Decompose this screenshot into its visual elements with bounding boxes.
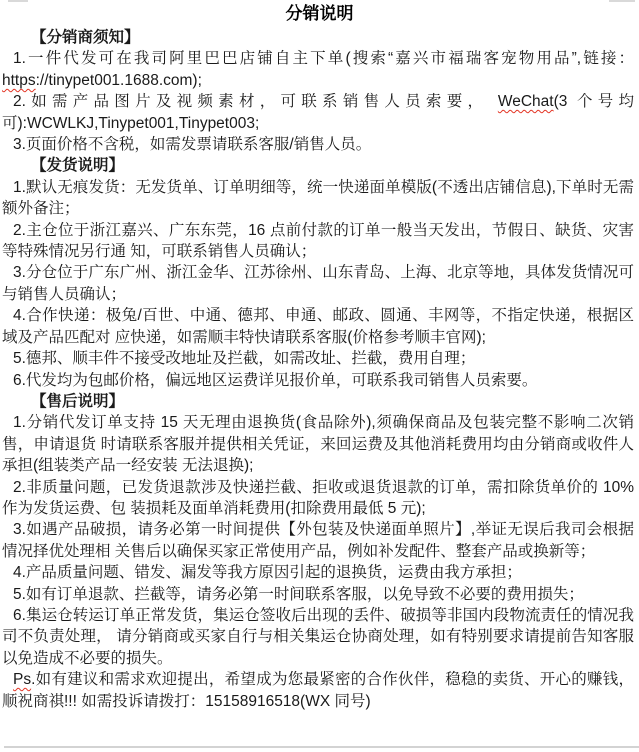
- paragraph: [2, 412, 634, 476]
- paragraph: [2, 305, 634, 348]
- paragraph: [2, 262, 634, 305]
- document-title: 分销说明: [285, 4, 354, 23]
- paragraph: [2, 91, 634, 134]
- text-segment: 2.如需产品图片及视频素材，可联系销售人员索要，: [13, 93, 498, 111]
- document-body: [0, 27, 639, 712]
- paragraph: [2, 477, 634, 520]
- text-segment: 6.代发均为包邮价格，偏远地区运费详见报价单，可联系我司销售人员索要。: [13, 371, 538, 389]
- text-segment: 5.如有订单退款、拦截等，请务必第一时间联系客服，以免导致不必要的费用损失；: [13, 585, 584, 603]
- footer-note-paragraph: [2, 669, 634, 712]
- text-segment: 3.分仓位于广东广州、浙江金华、江苏徐州、山东青岛、上海、北京等地，具体发货情况可与销售人员确认；: [2, 264, 634, 303]
- paragraph: [2, 562, 634, 583]
- text-segment: 4.合作快递：极兔/百世、中通、德邦、申通、邮政、圆通、丰网等，不指定快递，根据区域及产品匹配对 应快递，如需顺丰特快请联系客服(价格参考顺丰官网);: [2, 307, 634, 346]
- text-segment: 2.主仓位于浙江嘉兴、广东东莞，16 点前付款的订单一般当天发出，节假日、缺货、灾害等特殊情况另行通 知，可联系销售人员确认；: [2, 221, 634, 261]
- paragraph: [2, 48, 634, 91]
- section-heading: 【发货说明】: [31, 157, 125, 175]
- text-segment: 3.页面价格不含税，如需发票请联系客服/销售人员。: [13, 136, 372, 154]
- paragraph: [2, 370, 634, 391]
- section-heading: 【售后说明】: [31, 392, 125, 410]
- paragraph: [2, 177, 634, 220]
- paragraph: [2, 134, 634, 155]
- text-segment: 1.一件代发可在我司阿里巴巴店铺自主下单(搜索“嘉兴市福瑞客宠物用品”,链接：: [13, 50, 634, 68]
- section-heading: 【分销商须知】: [31, 29, 140, 46]
- spellcheck-wavy-text: https: [2, 71, 36, 89]
- paragraph: [2, 605, 634, 669]
- paragraph: [2, 584, 634, 605]
- spellcheck-wavy-text: Ps: [13, 671, 32, 689]
- text-segment: 4.产品质量问题、错发、漏发等我方原因引起的退换货，运费由我方承担；: [13, 564, 522, 582]
- paragraph: [2, 220, 634, 263]
- text-segment: 2.非质量问题，已发货退款涉及快递拦截、拒收或退货退款的订单，需扣除货单价的 10%作为发货运费、包 装损耗及面单消耗费用(扣除费用最低 5 元);: [2, 478, 634, 517]
- text-segment: .如有建议和需求欢迎提出，希望成为您最紧密的合作伙伴，稳稳的卖货、开心的赚钱，顺祝商祺!!! 如需投诉请拨打：15158916518(WX 同号): [2, 671, 634, 710]
- text-segment: ://tinypet001.1688.com);: [35, 71, 202, 89]
- text-segment: 1.默认无痕发货：无发货单、订单明细等，统一快递面单模版(不透出店铺信息),下单时无需额外备注；: [2, 178, 634, 218]
- table-border-fragment-right: [609, 0, 635, 2]
- paragraph: [2, 519, 634, 562]
- text-segment: 3.如遇产品破损，请务必第一时间提供【外包装及快递面单照片】,举证无误后我司会根据情况择优处理相 关售后以确保买家正常使用产品，例如补发配件、整套产品或换新等；: [2, 521, 634, 560]
- text-segment: 5.德邦、顺丰件不接受改地址及拦截，如需改址、拦截，费用自理；: [13, 350, 476, 368]
- paragraph: [2, 348, 634, 369]
- spellcheck-wavy-text: WeChat: [497, 93, 554, 111]
- table-border-fragment-left: [8, 0, 28, 2]
- text-segment: 6.集运仓转运订单正常发货，集运仓签收后出现的丢件、破损等非国内段物流责任的情况我司不负责处理， 请分销商或买家自行与相关集运仓协商处理，如有特别要求请提前告知客服以免造成不必要的损失。: [2, 606, 634, 667]
- text-segment: (3 个号均可):WCWLKJ,Tinypet001,Tinypet003;: [2, 93, 634, 132]
- bottom-border-line: [4, 746, 639, 748]
- text-segment: 1.分销代发订单支持 15 天无理由退换货(食品除外),须确保商品及包装完整不影响二次销售，申请退货 时请联系客服并提供相关凭证，来回运费及其他消耗费用均由分销商或收件人承担(组装类产品一经安装 无法退换);: [2, 414, 634, 475]
